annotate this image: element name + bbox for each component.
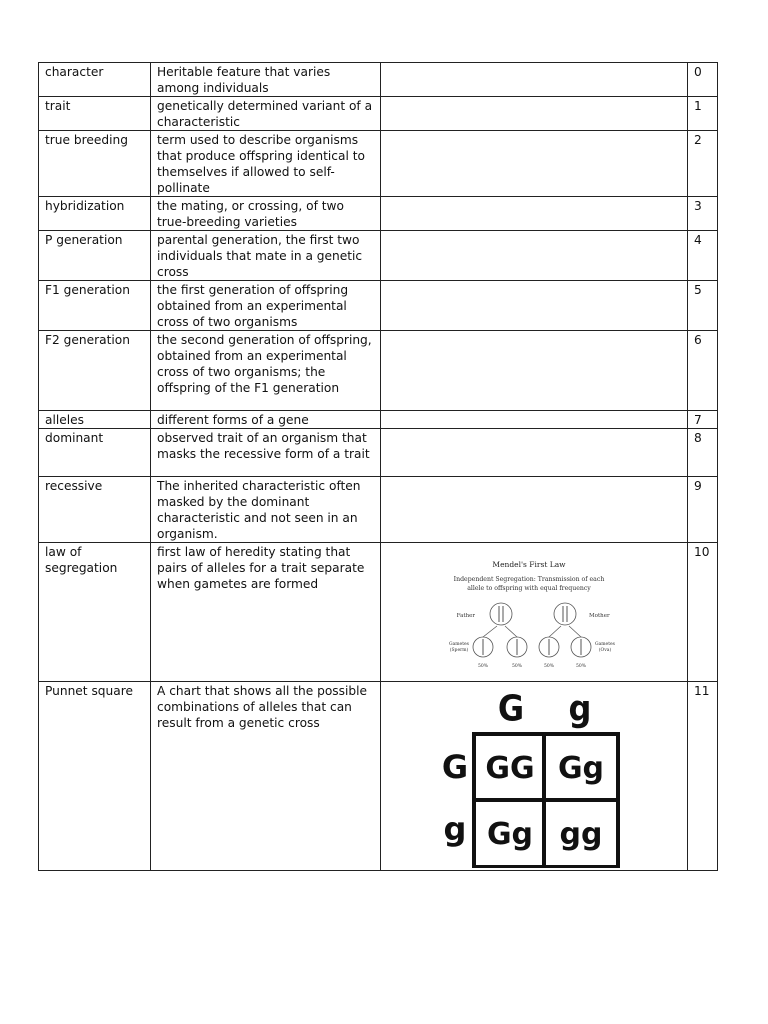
blank-cell xyxy=(381,131,688,197)
table-row xyxy=(39,97,718,131)
blank-cell xyxy=(381,477,688,543)
figure-cell xyxy=(381,543,688,682)
allele-header: g xyxy=(568,688,592,729)
blank-cell xyxy=(381,331,688,411)
definition-cell: parental generation, the first two individuals that mate in a genetic cross xyxy=(151,231,381,281)
number-cell: 2 xyxy=(688,131,718,197)
figure-cell xyxy=(381,682,688,871)
table-row xyxy=(39,131,718,197)
term-cell: recessive xyxy=(39,477,151,543)
definition-cell: first law of heredity stating that pairs of alleles for a trait separate when gametes are formed xyxy=(151,543,381,682)
blank-cell xyxy=(381,97,688,131)
gametes-right-sublabel: (Ova) xyxy=(598,648,612,653)
number-cell: 5 xyxy=(688,281,718,331)
definition-cell: the mating, or crossing, of two true-breeding varieties xyxy=(151,197,381,231)
number-cell: 3 xyxy=(688,197,718,231)
mendel-first-law-figure xyxy=(437,543,621,673)
table-row xyxy=(39,429,718,477)
vocabulary-table xyxy=(38,62,718,871)
punnett-cell: Gg xyxy=(486,817,534,852)
table-row xyxy=(39,63,718,97)
number-cell: 0 xyxy=(688,63,718,97)
term-cell: law of segregation xyxy=(39,543,151,682)
allele-header: G xyxy=(497,688,525,729)
figure-subtitle-2: allele to offspring with equal frequency xyxy=(467,585,591,592)
number-cell: 9 xyxy=(688,477,718,543)
term-cell: alleles xyxy=(39,411,151,429)
definition-cell: the second generation of offspring, obtained from an experimental cross of two organisms; the offspring of the F1 generation xyxy=(151,331,381,411)
punnett-cell: Gg xyxy=(557,751,605,786)
term-cell: P generation xyxy=(39,231,151,281)
definition-cell: genetically determined variant of a characteristic xyxy=(151,97,381,131)
number-cell: 8 xyxy=(688,429,718,477)
blank-cell xyxy=(381,411,688,429)
number-cell: 4 xyxy=(688,231,718,281)
punnett-cell: gg xyxy=(559,817,603,852)
term-cell: character xyxy=(39,63,151,97)
percent-label: 50% xyxy=(477,664,489,669)
number-cell: 11 xyxy=(688,682,718,871)
figure-title: Mendel's First Law xyxy=(492,560,566,569)
blank-cell xyxy=(381,63,688,97)
term-cell: true breeding xyxy=(39,131,151,197)
blank-cell xyxy=(381,231,688,281)
blank-cell xyxy=(381,429,688,477)
definition-cell: A chart that shows all the possible combinations of alleles that can result from a genetic cross xyxy=(151,682,381,871)
table-row xyxy=(39,543,718,682)
term-cell: hybridization xyxy=(39,197,151,231)
gametes-left-sublabel: (Sperm) xyxy=(449,648,469,653)
table-row xyxy=(39,411,718,429)
table-row xyxy=(39,331,718,411)
number-cell: 10 xyxy=(688,543,718,682)
punnett-cell: GG xyxy=(485,751,535,786)
term-cell: dominant xyxy=(39,429,151,477)
figure-subtitle-1: Independent Segregation: Transmission of each xyxy=(453,576,605,583)
gametes-left-label: Gametes xyxy=(449,642,469,647)
definition-cell: Heritable feature that varies among individuals xyxy=(151,63,381,97)
blank-cell xyxy=(381,197,688,231)
definition-cell: term used to describe organisms that produce offspring identical to themselves if allowed to self-pollinate xyxy=(151,131,381,197)
definition-cell: observed trait of an organism that masks the recessive form of a trait xyxy=(151,429,381,477)
definition-cell: the first generation of offspring obtained from an experimental cross of two organisms xyxy=(151,281,381,331)
number-cell: 7 xyxy=(688,411,718,429)
percent-label: 50% xyxy=(511,664,523,669)
father-label: Father xyxy=(456,613,475,619)
allele-header: g xyxy=(443,810,467,848)
definition-cell: The inherited characteristic often masked by the dominant characteristic and not seen in an organism. xyxy=(151,477,381,543)
table-row xyxy=(39,682,718,871)
gametes-right-label: Gametes xyxy=(595,642,615,647)
table-row xyxy=(39,477,718,543)
allele-header: G xyxy=(441,748,469,786)
percent-label: 50% xyxy=(575,664,587,669)
term-cell: trait xyxy=(39,97,151,131)
definition-cell: different forms of a gene xyxy=(151,411,381,429)
table-row xyxy=(39,281,718,331)
term-cell: F1 generation xyxy=(39,281,151,331)
table-row xyxy=(39,197,718,231)
punnett-square-figure xyxy=(437,682,631,868)
number-cell: 1 xyxy=(688,97,718,131)
term-cell: F2 generation xyxy=(39,331,151,411)
blank-cell xyxy=(381,281,688,331)
term-cell: Punnet square xyxy=(39,682,151,871)
number-cell: 6 xyxy=(688,331,718,411)
mother-label: Mother xyxy=(589,613,610,619)
table-row xyxy=(39,231,718,281)
percent-label: 50% xyxy=(543,664,555,669)
